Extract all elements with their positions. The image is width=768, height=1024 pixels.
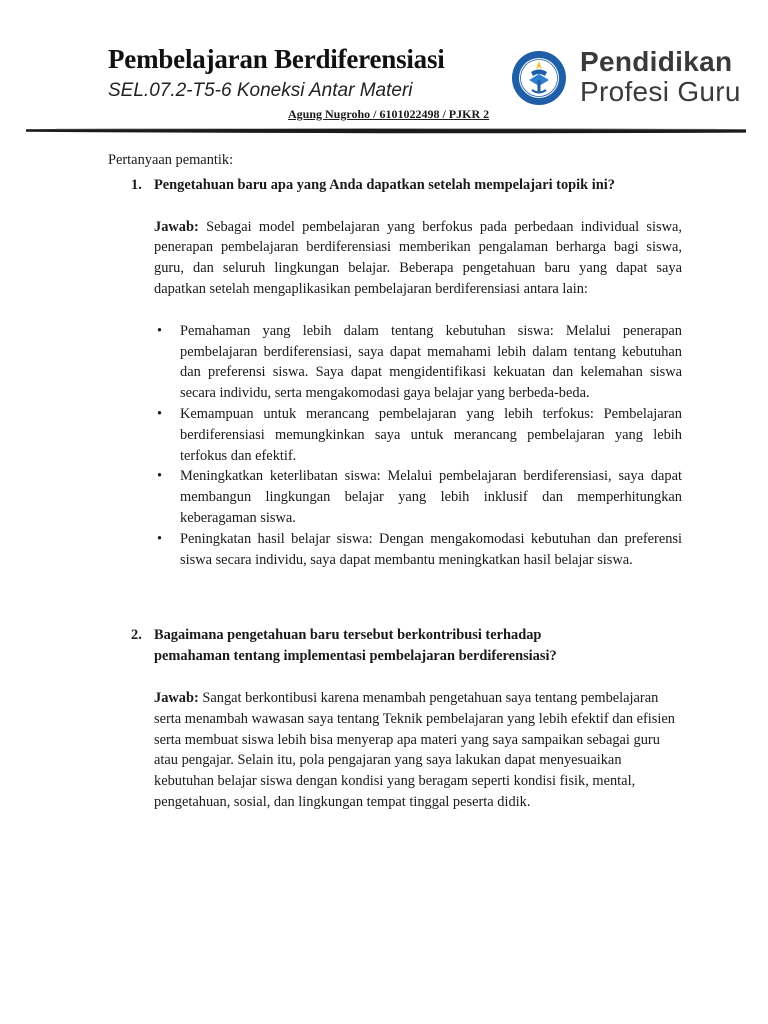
brand-line-2: Profesi Guru [580, 76, 741, 107]
question-1-number: 1. [131, 176, 142, 193]
answer-1-bullet-list [157, 321, 682, 571]
brand-line-1: Pendidikan [580, 46, 733, 77]
tut-wuri-handayani-logo [511, 50, 567, 106]
list-item-text: Peningkatan hasil belajar siswa: Dengan mengakomodasi kebutuhan dan preferensi siswa secara individu, saya dapat membantu meningkatkan hasil belajar siswa. [180, 530, 682, 568]
bullet-icon: • [157, 405, 163, 422]
list-item-text: Pemahaman yang lebih dalam tentang kebutuhan siswa: Melalui penerapan pembelajaran berdiferensiasi, saya dapat memahami lebih dalam tentang kebutuhan dan preferensi siswa. Saya dapat mengidentifikasi kekuatan dan kelemahan siswa secara individu, serta mengakomodasi gaya belajar yang berbeda-beda. [180, 322, 682, 402]
document-body [108, 150, 682, 813]
list-item [157, 466, 682, 528]
list-item [157, 529, 682, 571]
list-item [157, 404, 682, 466]
bullet-icon: • [157, 468, 163, 485]
header-rule [26, 126, 746, 134]
lead-label: Pertanyaan pemantik: [108, 152, 234, 168]
bullet-icon: • [157, 322, 163, 339]
document-title: Pembelajaran Berdiferensiasi [108, 44, 445, 74]
question-2 [108, 625, 682, 667]
answer-2 [154, 688, 682, 813]
question-2-number: 2. [131, 627, 142, 644]
question-1-text: Pengetahuan baru apa yang Anda dapatkan setelah mempelajari topik ini? [154, 176, 615, 193]
answer-2-text: Sangat berkontibusi karena menambah pengetahuan saya tentang pembelajaran serta menambah wawasan saya tentang Teknik pembelajaran yang lebih efektif dan efisien serta membuat siswa lebih bisa menyerap apa materi yang saya sampaikan sebagai guru atau pengajar. Selain itu, pola pengajaran yang saya lakukan dapat menyesuaikan kebutuhan belajar siswa dengan kondisi yang beragam seperti kondisi fisik, mental, pengetahuan, sosial, dan lingkungan tempat tinggal peserta didik. [154, 689, 675, 810]
answer-1-label: Jawab: [154, 218, 199, 235]
list-item-text: Kemampuan untuk merancang pembelajaran yang lebih terfokus: Pembelajaran berdiferensiasi memungkinkan saya untuk merancang pembelajaran yang lebih terfokus dan efektif. [180, 405, 682, 464]
author-line: Agung Nugroho / 6101022498 / PJKR 2 [288, 107, 490, 121]
bullet-icon: • [157, 530, 163, 547]
question-1 [108, 175, 682, 196]
answer-1 [154, 217, 682, 300]
question-2-line-2: pemahaman tentang implementasi pembelajaran berdiferensiasi? [154, 648, 557, 665]
brand-wordmark [580, 48, 741, 106]
answer-1-text: Sebagai model pembelajaran yang berfokus pada perbedaan individual siswa, penerapan pembelajaran berdiferensiasi memberikan pengalaman berharga bagi siswa, guru, dan seluruh lingkungan belajar. Beberapa pengetahuan baru yang dapat saya dapatkan setelah mengaplikasikan pembelajaran berdiferensiasi antara lain: [154, 218, 682, 297]
list-item [157, 321, 682, 404]
document-subtitle: SEL.07.2-T5-6 Koneksi Antar Materi [108, 80, 413, 101]
answer-2-label: Jawab: [154, 689, 199, 706]
question-2-line-1: Bagaimana pengetahuan baru tersebut berkontribusi terhadap [154, 627, 542, 644]
list-item-text: Meningkatkan keterlibatan siswa: Melalui pembelajaran berdiferensiasi, saya dapat membangun lingkungan belajar yang lebih inklusif dan memperhitungkan keberagaman siswa. [180, 468, 682, 526]
